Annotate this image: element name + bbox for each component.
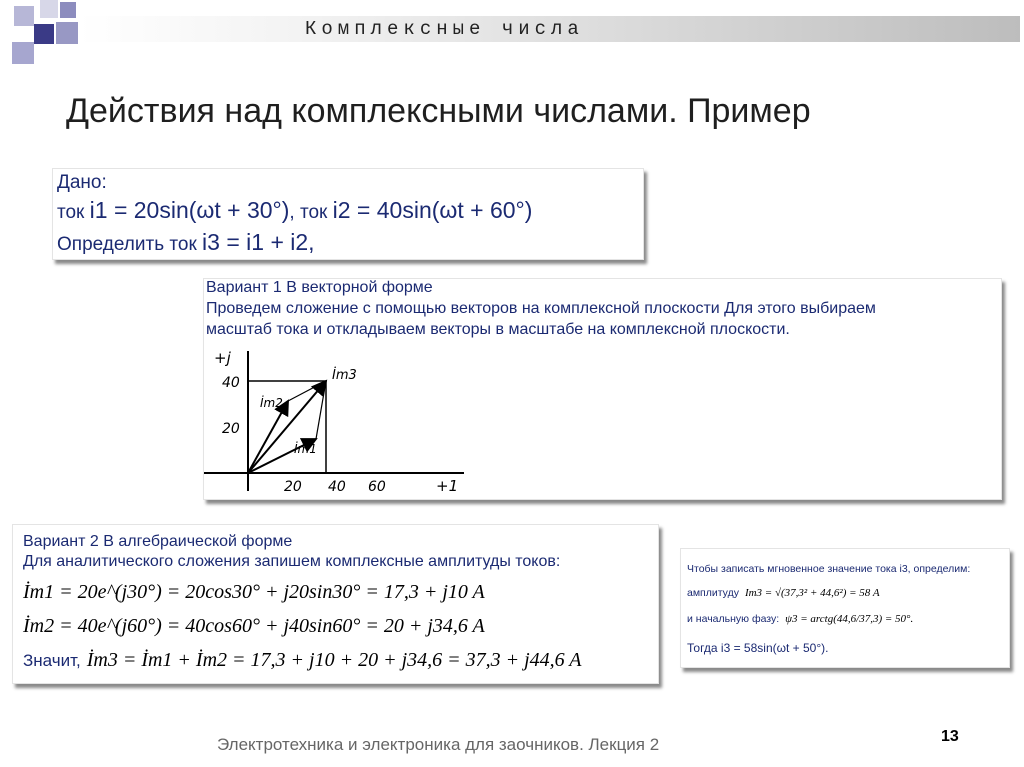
vector-diagram bbox=[204, 345, 474, 495]
vector-label-im3: İm3 bbox=[332, 368, 357, 383]
variant1-title: Вариант 1 В векторной форме bbox=[206, 279, 433, 296]
variant2-title: Вариант 2 В алгебраической форме bbox=[23, 533, 293, 550]
side-note-line: Тогда i3 = 58sin(ωt + 50°). bbox=[687, 641, 829, 655]
given-text: , ток bbox=[289, 202, 333, 223]
vector-label-im1: İm1 bbox=[294, 442, 317, 456]
axis-label-y: +j bbox=[214, 349, 231, 367]
variant1-text: масштаб тока и откладываем векторы в масштабе на комплексной плоскости. bbox=[206, 321, 790, 338]
equation-im2: İm2 = 40e^(j60°) = 40cos60° + j40sin60° = 20 + j34,6 A bbox=[23, 615, 485, 637]
side-note-line: Чтобы записать мгновенное значение тока i3, определим: bbox=[687, 563, 971, 575]
given-line1 bbox=[57, 197, 532, 224]
tick-label-y: 20 bbox=[222, 421, 240, 437]
slide-title: Действия над комплексными числами. Пример bbox=[66, 92, 811, 130]
current-i2: i2 = 40sin(ωt + 60°) bbox=[332, 197, 533, 223]
deco-square bbox=[34, 24, 54, 44]
tick-label-x: 40 bbox=[328, 479, 346, 495]
deco-square bbox=[14, 6, 34, 26]
topic-header: Комплексные числа bbox=[305, 18, 584, 40]
deco-square bbox=[12, 42, 34, 64]
equation-im3-row bbox=[23, 649, 582, 672]
given-text: Определить ток bbox=[57, 234, 203, 255]
variant2-text: Для аналитического сложения запишем комплексные амплитуды токов: bbox=[23, 553, 561, 570]
helper-line bbox=[288, 381, 326, 401]
tick-label-x: 60 bbox=[368, 479, 386, 495]
given-box bbox=[52, 168, 644, 260]
equation-im3: İm3 = İm1 + İm2 = 17,3 + j10 + 20 + j34,6 = 37,3 + j44,6 A bbox=[86, 649, 582, 671]
side-note-text: и начальную фазу: bbox=[687, 613, 780, 625]
deco-square bbox=[60, 2, 76, 18]
variant1-text: Проведем сложение с помощью векторов на комплексной плоскости Для этого выбираем bbox=[206, 300, 876, 317]
equation-im1: İm1 = 20e^(j30°) = 20cos30° + j20sin30° = 17,3 + j10 A bbox=[23, 581, 485, 603]
current-i3: i3 = i1 + i2, bbox=[202, 229, 315, 255]
side-note-formula: Im3 = √(37,3² + 44,6²) = 58 A bbox=[744, 587, 880, 599]
given-text: ток bbox=[57, 202, 90, 223]
given-label: Дано: bbox=[57, 172, 107, 193]
axis-label-x: +1 bbox=[436, 477, 459, 495]
vector-im3 bbox=[248, 381, 326, 473]
tick-label-y: 40 bbox=[222, 375, 240, 391]
side-note-line bbox=[687, 613, 913, 625]
current-i1: i1 = 20sin(ωt + 30°) bbox=[89, 197, 290, 223]
side-note-text: амплитуду bbox=[687, 587, 739, 599]
vector-label-im2: İm2 bbox=[260, 396, 283, 410]
page-number: 13 bbox=[941, 728, 959, 745]
footer-text: Электротехника и электроника для заочников. Лекция 2 bbox=[217, 735, 660, 754]
variant1-box bbox=[203, 278, 1002, 500]
side-note-formula: ψ3 = arctg(44,6/37,3) = 50°. bbox=[785, 613, 914, 625]
side-note-box bbox=[680, 548, 1010, 668]
deco-square bbox=[56, 22, 78, 44]
tick-label-x: 20 bbox=[284, 479, 302, 495]
equation-im3-label: Значит, bbox=[23, 651, 81, 670]
variant2-box bbox=[12, 524, 659, 684]
side-note-line bbox=[687, 587, 880, 599]
deco-square bbox=[40, 0, 58, 18]
given-line2 bbox=[57, 229, 315, 256]
